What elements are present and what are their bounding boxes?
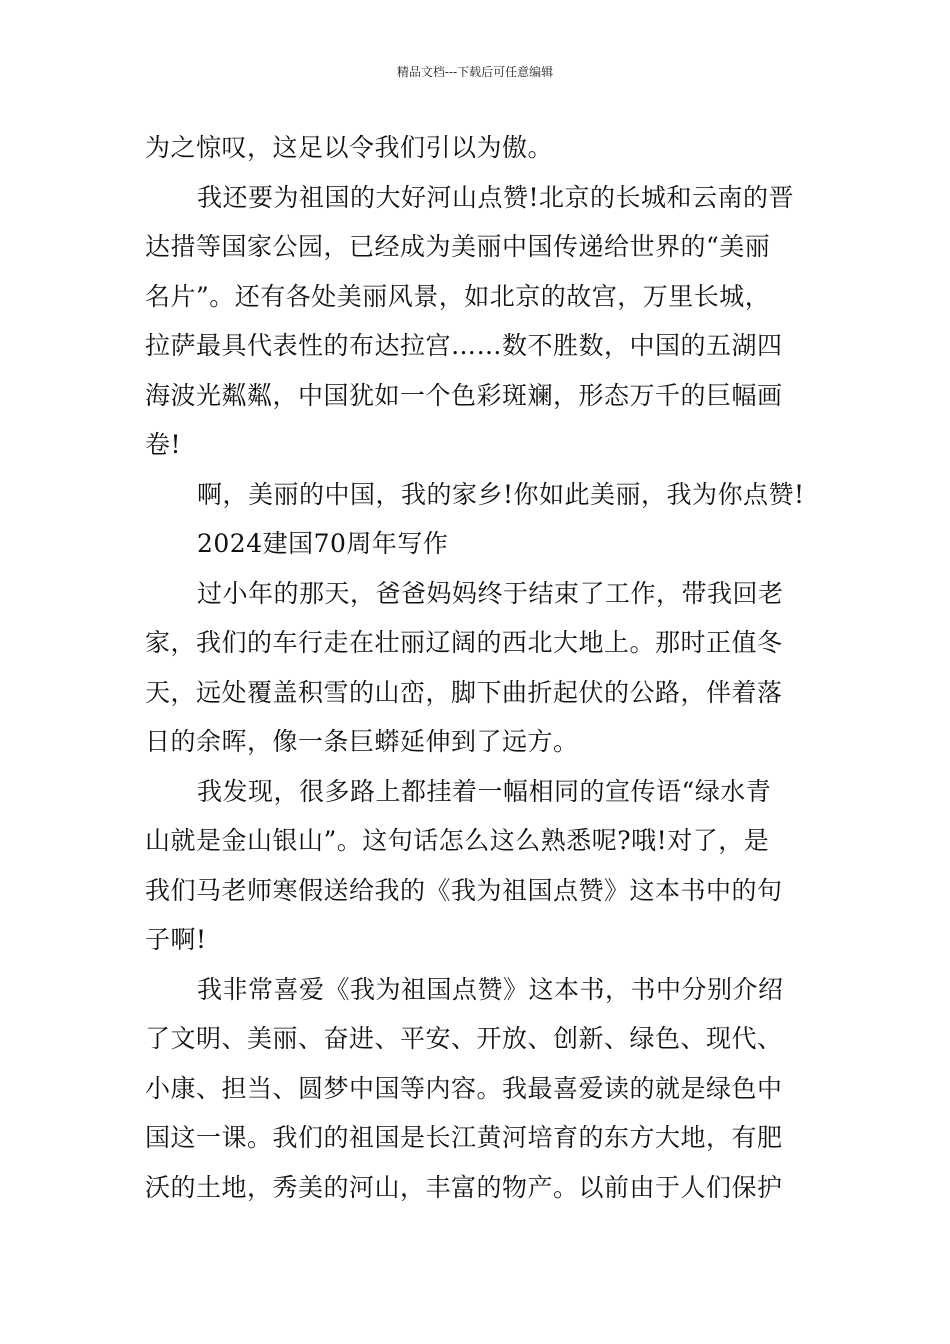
text-line: 海波光粼粼，中国犹如一个色彩斑斓，形态万千的巨幅画: [145, 380, 783, 410]
text-line: 啊，美丽的中国，我的家乡!你如此美丽，我为你点赞!: [197, 479, 805, 509]
paragraph: [145, 470, 817, 520]
paragraph: [145, 965, 817, 1213]
text-line: 我还要为祖国的大好河山点赞!北京的长城和云南的晋: [197, 182, 795, 212]
text-line: 我们马老师寒假送给我的《我为祖国点赞》这本书中的句: [145, 875, 783, 905]
text-line: 子啊!: [145, 925, 207, 954]
text-line: 国这一课。我们的祖国是长江黄河培育的东方大地，有肥: [145, 1123, 783, 1152]
paragraph: [145, 569, 817, 767]
text-line: 沃的土地，秀美的河山，丰富的物产。以前由于人们保护: [145, 1172, 783, 1202]
text-line: 名片”。还有各处美丽风景，如北京的故宫，万里长城，: [145, 281, 771, 311]
text-line: 过小年的那天，爸爸妈妈终于结束了工作，带我回老: [197, 578, 784, 608]
text-line: 日的余晖，像一条巨蟒延伸到了远方。: [145, 727, 579, 756]
text-line: 2024建国70周年写作: [197, 529, 449, 558]
paragraph: [145, 123, 817, 173]
text-line: 卷!: [145, 430, 182, 459]
text-line: 为之惊叹，这足以令我们引以为傲。: [145, 133, 554, 162]
text-line: 我发现，很多路上都挂着一幅相同的宣传语“绿水青: [197, 776, 772, 806]
text-line: 家，我们的车行走在壮丽辽阔的西北大地上。那时正值冬: [145, 628, 783, 657]
text-line: 山就是金山银山”。这句话怎么这么熟悉呢?哦!对了，是: [145, 826, 770, 855]
text-line: 小康、担当、圆梦中国等内容。我最喜爱读的就是绿色中: [145, 1073, 783, 1103]
document-body: [145, 123, 817, 1212]
text-line: 达措等国家公园，已经成为美丽中国传递给世界的“美丽: [145, 232, 771, 261]
text-line: 我非常喜爱《我为祖国点赞》这本书，书中分别介绍: [197, 974, 784, 1004]
text-line: 拉萨最具代表性的布达拉宫……数不胜数，中国的五湖四: [145, 331, 783, 360]
text-line: 了文明、美丽、奋进、平安、开放、创新、绿色、现代、: [145, 1024, 783, 1053]
paragraph: [145, 767, 817, 965]
text-line: 天，远处覆盖积雪的山峦，脚下曲折起伏的公路，伴着落: [145, 677, 783, 707]
section-title: [145, 519, 817, 569]
paragraph: [145, 173, 817, 470]
page-header: 精品文档---下载后可任意编辑: [396, 65, 554, 79]
